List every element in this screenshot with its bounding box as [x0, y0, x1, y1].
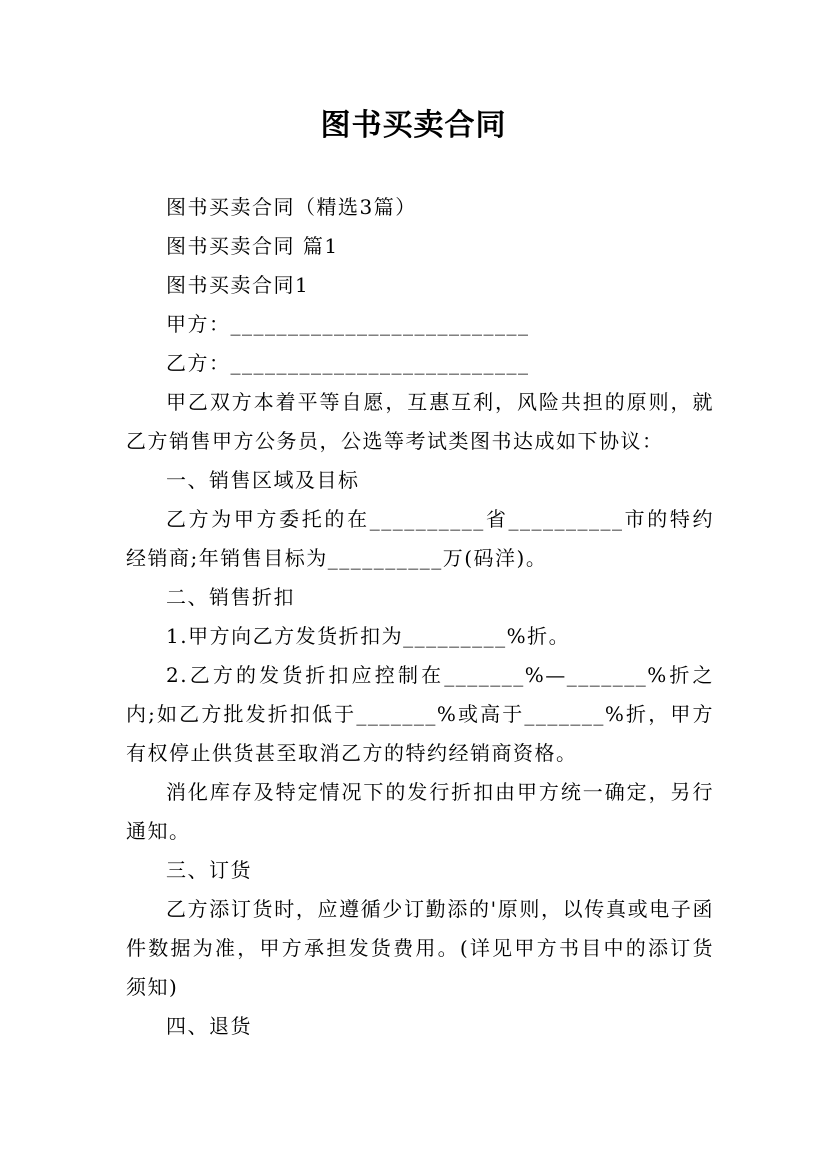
paragraph-discount-note: 消化库存及特定情况下的发行折扣由甲方统一确定，另行通知。 — [126, 780, 714, 843]
paragraph-discount-2: 2.乙方的发货折扣应控制在_______%—_______%折之内;如乙方批发折扣低于_______%或高于_______%折，甲方有权停止供货甚至取消乙方的特约经销商资格。 — [126, 663, 714, 765]
paragraph-subtitle: 图书买卖合同（精选3篇） — [166, 195, 417, 219]
paragraph-sales-region: 乙方为甲方委托的在__________省__________市的特约经销商;年销售目标为__________万(码洋)。 — [126, 507, 714, 570]
document-title: 图书买卖合同 — [320, 108, 507, 143]
paragraph-contract-name: 图书买卖合同1 — [166, 273, 310, 297]
paragraph-party-b: 乙方：__________________________ — [166, 351, 530, 375]
paragraph-heading-discount: 二、销售折扣 — [166, 585, 295, 609]
paragraph-discount-1: 1.甲方向乙方发货折扣为_________%折。 — [166, 624, 571, 648]
paragraph-party-a: 甲方：__________________________ — [166, 312, 530, 336]
paragraph-section-heading: 图书买卖合同 篇1 — [166, 234, 339, 258]
paragraph-heading-returns: 四、退货 — [166, 1014, 252, 1038]
paragraph-preamble: 甲乙双方本着平等自愿，互惠互利，风险共担的原则，就乙方销售甲方公务员，公选等考试类图书达成如下协议： — [126, 390, 714, 453]
paragraph-heading-ordering: 三、订货 — [166, 858, 252, 882]
paragraph-ordering: 乙方添订货时，应遵循少订勤添的'原则，以传真或电子函件数据为准，甲方承担发货费用。(详见甲方书目中的添订货须知) — [126, 897, 714, 999]
paragraph-heading-sales-region: 一、销售区域及目标 — [166, 468, 360, 492]
document-body — [126, 188, 714, 1046]
